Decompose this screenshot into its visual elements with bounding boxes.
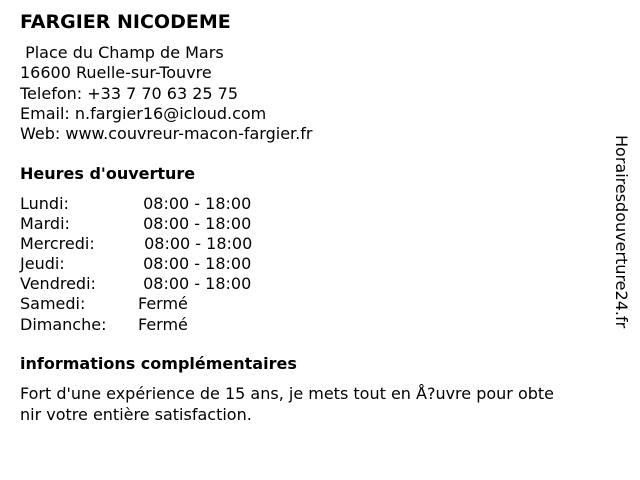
email-line: Email: n.fargier16@icloud.com — [20, 103, 267, 123]
time-value: 08:00 - 18:00 — [138, 194, 252, 213]
business-name: FARGIER NICODEME — [20, 11, 231, 33]
day-label: Jeudi: — [20, 254, 65, 274]
day-label: Mardi: — [20, 214, 70, 234]
day-label: Samedi: — [20, 294, 86, 314]
day-label: Lundi: — [20, 194, 69, 213]
time-value: 08:00 - 18:00 — [138, 274, 252, 294]
phone-line: Telefon: +33 7 70 63 25 75 — [20, 83, 239, 103]
info-text — [20, 383, 554, 425]
day-label: Mercredi: — [20, 234, 95, 254]
website-line: Web: www.couvreur-macon-fargier.fr — [20, 124, 313, 144]
time-value: Fermé — [138, 314, 188, 334]
contact-block — [20, 43, 312, 144]
address-city: 16600 Ruelle-sur-Touvre — [20, 63, 212, 83]
site-watermark: Horairesdouverture24.fr — [612, 135, 631, 329]
time-value: 08:00 - 18:00 — [138, 254, 252, 274]
info-line-2: nir votre entière satisfaction. — [20, 405, 252, 424]
info-line-1: Fort d'une expérience de 15 ans, je mets tout en Å?uvre pour obte — [20, 384, 555, 403]
hours-heading: Heures d'ouverture — [20, 164, 196, 183]
time-value: 08:00 - 18:00 — [139, 234, 253, 254]
info-heading: informations complémentaires — [20, 354, 297, 373]
day-label: Dimanche: — [20, 314, 107, 334]
time-value: 08:00 - 18:00 — [138, 214, 252, 234]
day-label: Vendredi: — [20, 274, 96, 294]
address-street: Place du Champ de Mars — [20, 43, 224, 62]
time-value: Fermé — [138, 294, 188, 314]
